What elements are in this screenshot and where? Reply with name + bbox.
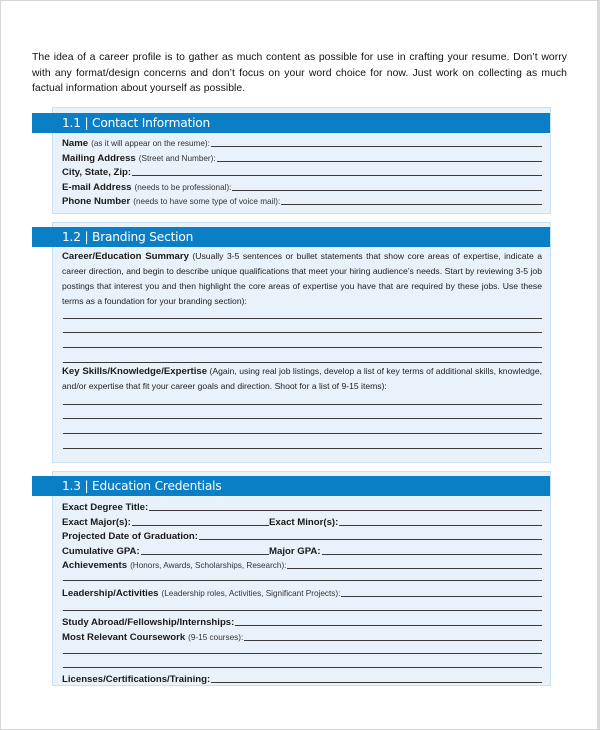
achievements-line-2[interactable] — [63, 580, 542, 581]
mailing-address-input-line[interactable] — [217, 153, 542, 162]
skills-line-3[interactable] — [63, 433, 542, 434]
cumulative-gpa-input-line[interactable] — [141, 546, 269, 555]
achievements-input-line[interactable] — [287, 560, 542, 569]
study-abroad-input-line[interactable] — [235, 617, 542, 626]
section-header-education-credentials: 1.3 | Education Credentials — [32, 476, 550, 496]
exact-degree-title-field[interactable]: Exact Degree Title: — [62, 499, 542, 513]
mailing-address-field[interactable]: Mailing Address (Street and Number): — [62, 150, 542, 164]
skills-line-1[interactable] — [63, 404, 542, 405]
leadership-activities-field[interactable]: Leadership/Activities (Leadership roles, Activities, Significant Projects): — [62, 585, 542, 599]
minors-input-line[interactable] — [339, 517, 542, 526]
graduation-date-input-line[interactable] — [199, 531, 542, 540]
exact-majors-field[interactable]: Exact Major(s): — [62, 514, 269, 528]
cumulative-gpa-field[interactable]: Cumulative GPA: — [62, 543, 269, 557]
key-skills-prompt: Key Skills/Knowledge/Expertise (Again, using real job listings, develop a list of key terms of additional skills, knowledge, and/or expertise that fit your career goals and direction. Shoot for a list of 9-15 items): — [62, 366, 542, 391]
summary-line-4[interactable] — [63, 362, 542, 363]
city-state-zip-field[interactable]: City, State, Zip: — [62, 164, 542, 178]
name-field[interactable]: Name (as it will appear on the resume): — [62, 135, 542, 149]
projected-graduation-date-field[interactable]: Projected Date of Graduation: — [62, 528, 542, 542]
email-address-field[interactable]: E-mail Address (needs to be professional): — [62, 179, 542, 193]
majors-input-line[interactable] — [132, 517, 269, 526]
skills-line-2[interactable] — [63, 418, 542, 419]
section-header-contact-information: 1.1 | Contact Information — [32, 113, 550, 133]
coursework-line-3[interactable] — [63, 667, 542, 668]
city-state-zip-input-line[interactable] — [132, 167, 542, 176]
summary-line-3[interactable] — [63, 347, 542, 348]
achievements-field[interactable]: Achievements (Honors, Awards, Scholarships, Research): — [62, 557, 542, 571]
intro-paragraph: The idea of a career profile is to gather as much content as possible for use in crafting your resume. Don’t worry with any format/design concerns and don’t focus on your word choice for now. Just work on collecting as much factual information about yourself as possible. — [32, 52, 567, 94]
email-input-line[interactable] — [232, 182, 542, 191]
exact-minors-field[interactable]: Exact Minor(s): — [269, 514, 542, 528]
study-abroad-field[interactable]: Study Abroad/Fellowship/Internships: — [62, 614, 542, 628]
major-gpa-field[interactable]: Major GPA: — [269, 543, 542, 557]
leadership-input-line[interactable] — [341, 588, 542, 597]
coursework-input-line[interactable] — [244, 632, 542, 641]
degree-title-input-line[interactable] — [149, 502, 542, 511]
summary-line-2[interactable] — [63, 332, 542, 333]
skills-line-4[interactable] — [63, 448, 542, 449]
name-input-line[interactable] — [211, 138, 542, 147]
licenses-certifications-field[interactable]: Licenses/Certifications/Training: — [62, 671, 542, 685]
phone-number-field[interactable]: Phone Number (needs to have some type of voice mail): — [62, 193, 542, 207]
leadership-line-2[interactable] — [63, 610, 542, 611]
licenses-input-line[interactable] — [211, 674, 542, 683]
career-education-summary-prompt: Career/Education Summary (Usually 3-5 sentences or bullet statements that show core areas of expertise, indicate a career direction, and begin to describe unique qualifications that meet your hiring audience’s needs. Start by reviewing 3-5 job postings that interest you and then highlight the core areas of expertise you have that are required by these jobs. Use these terms as a foundation for your branding section): — [62, 251, 542, 306]
phone-input-line[interactable] — [281, 196, 542, 205]
summary-line-1[interactable] — [63, 318, 542, 319]
coursework-line-2[interactable] — [63, 653, 542, 654]
section-header-branding-section: 1.2 | Branding Section — [32, 227, 550, 247]
relevant-coursework-field[interactable]: Most Relevant Coursework (9-15 courses): — [62, 629, 542, 643]
major-gpa-input-line[interactable] — [322, 546, 542, 555]
